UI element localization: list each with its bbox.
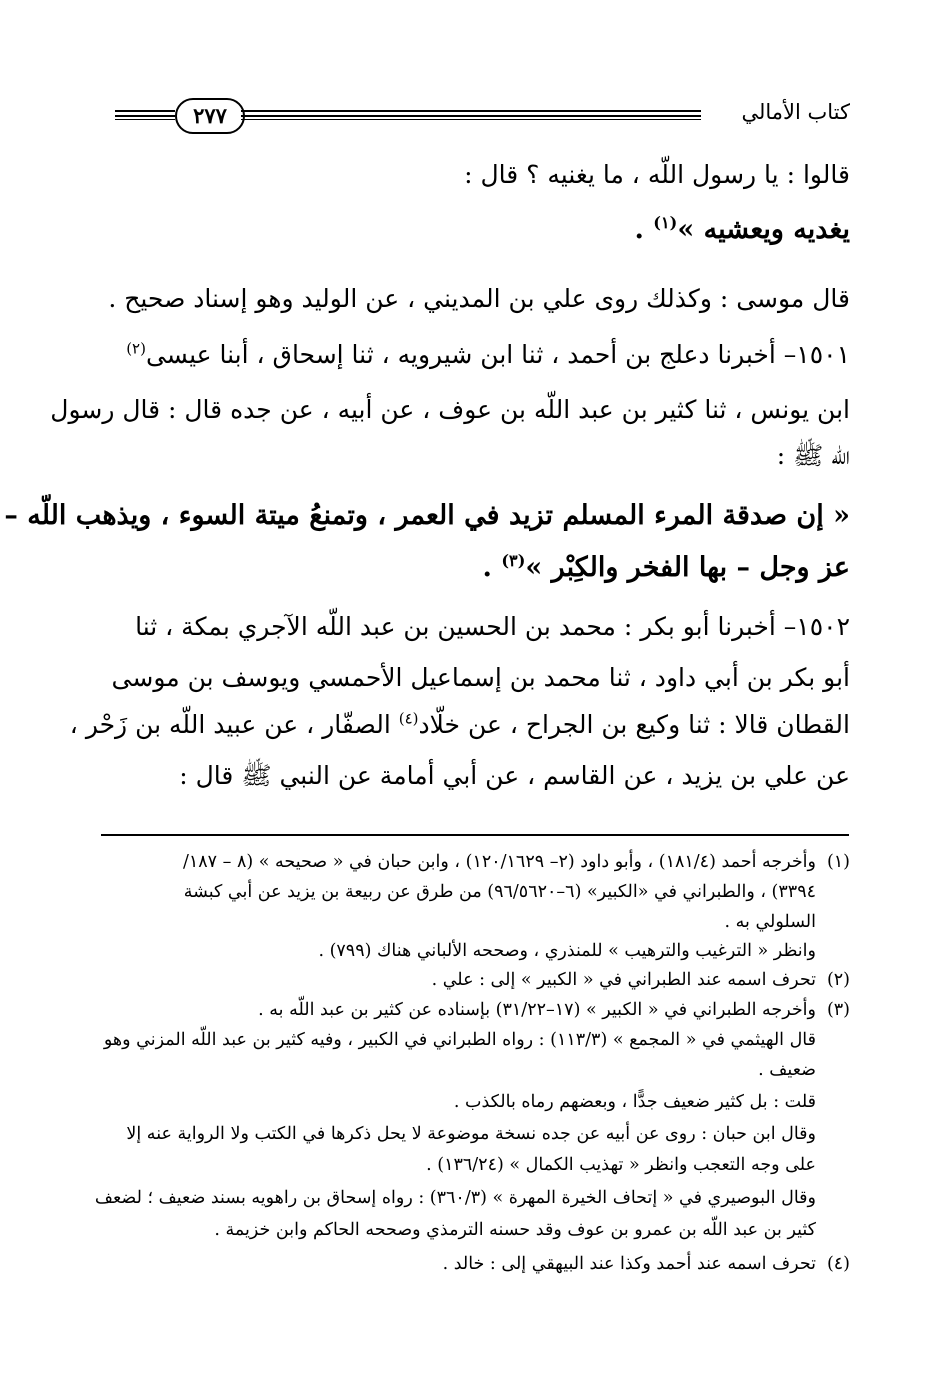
footnote-3-line-5: وقال ابن حبان : روى عن أبيه عن جده نسخة موضوعة لا يحل ذكرها في الكتب ولا الرواية عنه إلا [126,1124,816,1144]
hadith-1501-isnad: ١٥٠١– أخبرنا دعلج بن أحمد ، ثنا ابن شيرويه ، ثنا إسحاق ، أبنا عيسى [145,340,850,369]
running-title: كتاب الأمالي [741,100,850,124]
footnote-1-text: وأخرجه أحمد (١٨١/٤) ، وأبو داود (٢– ١٢٠/١٦٢٩) ، وابن حبان في « صحيحه » (٨ – ١٨٧/ [182,852,816,872]
page-number: ٢٧٧ [175,98,245,134]
footnote-separator [101,834,849,836]
body-line-1: قالوا : يا رسول اللّه ، ما يغنيه ؟ قال : [464,160,850,189]
period: . [482,552,502,583]
footnote-2 [92,970,850,990]
body-line-6: اللّه ﷺ : [776,441,850,470]
body-line-10: أبو بكر بن أبي داود ، ثنا محمد بن إسماعيل الأحمسي ويوسف بن موسى [111,663,850,692]
header-rule-middle [241,110,701,120]
footnote-1-line-4: وانظر « الترغيب والترهيب » للمنذري ، وصححه الألباني هناك (٧٩٩) . [318,941,816,961]
footnote-number-4: (٤) [826,1254,850,1274]
footnote-3-line-2: قال الهيثمي في « المجمع » (١١٣/٣) : رواه الطبراني في الكبير ، وفيه كثير بن عبد اللّه المزني وهو [103,1030,816,1050]
isnad-part-a: القطان قالا : ثنا وكيع بن الجراح ، عن خلّاد [418,710,850,739]
footnote-number-1: (١) [826,852,850,872]
footnote-number-3: (٣) [826,1000,850,1020]
header-rule-left [115,110,175,120]
body-line-4 [92,340,850,369]
footnote-number-2: (٢) [826,970,850,990]
body-line-5: ابن يونس ، ثنا كثير بن عبد اللّه بن عوف ، عن أبيه ، عن جده قال : قال رسول [50,395,850,424]
page-header [115,96,850,142]
footnote-ref-1: (١) [653,213,678,232]
period: . [634,214,654,245]
body-line-11 [69,709,850,739]
body-line-12: عن علي بن يزيد ، عن القاسم ، عن أبي أمامة عن النبي ﷺ قال : [179,761,850,790]
footnote-1-line-1 [92,852,850,872]
footnote-2-text: تحرف اسمه عند الطبراني في « الكبير » إلى : علي . [431,970,816,990]
hadith-end-text: يغديه ويعشيه » [677,214,850,245]
body-line-3: قال موسى : وكذلك روى علي بن المديني ، عن الوليد وهو إسناد صحيح . [108,284,850,313]
hadith-1501-matn-end: عز وجل – بها الفخر والكِبْر » [525,552,850,583]
body-line-2 [92,214,850,245]
footnote-1-line-3: السلولي به . [724,912,816,932]
footnote-1-line-2: ٣٣٩٤) ، والطبراني في «الكبير» (٦–٩٦/٥٦٢٠) من طرق عن ربيعة بن يزيد عن أبي كبشة [183,882,816,902]
footnote-3-line-7: وقال البوصيري في « إتحاف الخيرة المهرة » (٣٦٠/٣) : رواه إسحاق بن راهويه بسند ضعيف ؛ لضعف [94,1188,816,1208]
footnote-ref-3: (٣) [501,551,526,570]
footnote-3-line-6: على وجه التعجب وانظر « تهذيب الكمال » (١٣٦/٢٤) . [426,1155,816,1175]
footnote-3-line-4: قلت : بل كثير ضعيف جدًّا ، وبعضهم رماه بالكذب . [453,1092,816,1112]
footnote-3-line-3: ضعيف . [758,1060,816,1080]
body-line-9: ١٥٠٢– أخبرنا أبو بكر : محمد بن الحسين بن عبد اللّه الآجري بمكة ، ثنا [135,612,850,641]
footnote-3-text: وأخرجه الطبراني في « الكبير » (١٧–٣١/٢٢) بإسناده عن كثير بن عبد اللّه به . [258,1000,816,1020]
footnote-4 [92,1254,850,1274]
footnote-ref-2: (٢) [126,339,146,358]
footnote-3-line-8: كثير بن عبد اللّه بن عمرو بن عوف وقد حسنه الترمذي وصححه الحاكم وابن خزيمة . [214,1220,816,1240]
body-line-8 [92,552,850,583]
footnote-3-line-1 [92,1000,850,1020]
footnote-ref-4: (٤) [398,709,419,728]
body-line-7: « إن صدقة المرء المسلم تزيد في العمر ، وتمنعُ ميتة السوء ، ويذهب اللّه – [4,500,850,531]
isnad-part-b: الصفّار ، عن عبيد اللّه بن زَحْر ، [69,710,399,739]
footnote-4-text: تحرف اسمه عند أحمد وكذا عند البيهقي إلى : خالد . [442,1254,816,1274]
